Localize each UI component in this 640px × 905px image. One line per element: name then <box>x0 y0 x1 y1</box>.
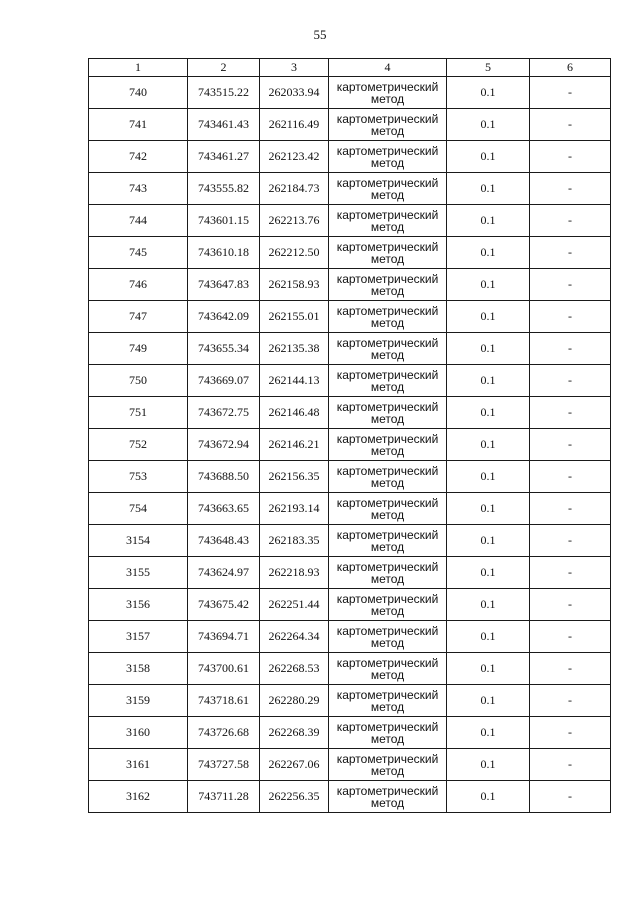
point-cell: 746 <box>89 269 188 301</box>
note-cell: - <box>530 461 611 493</box>
point-cell: 740 <box>89 77 188 109</box>
method-cell <box>329 269 447 301</box>
table-row <box>89 269 611 301</box>
table-row <box>89 173 611 205</box>
y-coordinate-cell: 262218.93 <box>260 557 329 589</box>
x-coordinate-cell: 743688.50 <box>188 461 260 493</box>
method-text-line2: метод <box>370 411 405 426</box>
table-body <box>89 77 611 813</box>
accuracy-cell: 0.1 <box>447 301 530 333</box>
table-row <box>89 205 611 237</box>
note-cell: - <box>530 333 611 365</box>
method-cell <box>329 429 447 461</box>
point-cell: 744 <box>89 205 188 237</box>
method-cell <box>329 397 447 429</box>
y-coordinate-cell: 262158.93 <box>260 269 329 301</box>
note-cell: - <box>530 109 611 141</box>
point-cell: 3156 <box>89 589 188 621</box>
x-coordinate-cell: 743672.75 <box>188 397 260 429</box>
accuracy-cell: 0.1 <box>447 365 530 397</box>
header-cell-3: 3 <box>260 59 329 77</box>
method-text-line1: картометрический <box>336 591 439 606</box>
method-text-line2: метод <box>370 603 405 618</box>
header-cell-2: 2 <box>188 59 260 77</box>
table-row <box>89 397 611 429</box>
table-row <box>89 109 611 141</box>
y-coordinate-cell: 262155.01 <box>260 301 329 333</box>
point-cell: 3161 <box>89 749 188 781</box>
header-cell-5: 5 <box>447 59 530 77</box>
x-coordinate-cell: 743727.58 <box>188 749 260 781</box>
method-text-line2: метод <box>370 571 405 586</box>
y-coordinate-cell: 262264.34 <box>260 621 329 653</box>
accuracy-cell: 0.1 <box>447 717 530 749</box>
table-row <box>89 301 611 333</box>
note-cell: - <box>530 237 611 269</box>
method-cell <box>329 589 447 621</box>
method-text-line2: метод <box>370 539 405 554</box>
y-coordinate-cell: 262146.21 <box>260 429 329 461</box>
accuracy-cell: 0.1 <box>447 429 530 461</box>
note-cell: - <box>530 269 611 301</box>
accuracy-cell: 0.1 <box>447 109 530 141</box>
accuracy-cell: 0.1 <box>447 525 530 557</box>
note-cell: - <box>530 173 611 205</box>
note-cell: - <box>530 429 611 461</box>
table-row <box>89 557 611 589</box>
method-cell <box>329 493 447 525</box>
method-cell <box>329 365 447 397</box>
method-text-line2: метод <box>370 699 405 714</box>
method-text-line2: метод <box>370 219 405 234</box>
table-row <box>89 749 611 781</box>
accuracy-cell: 0.1 <box>447 749 530 781</box>
header-row <box>89 59 611 77</box>
table-row <box>89 653 611 685</box>
table-row <box>89 685 611 717</box>
x-coordinate-cell: 743694.71 <box>188 621 260 653</box>
table-row <box>89 77 611 109</box>
x-coordinate-cell: 743647.83 <box>188 269 260 301</box>
method-text-line1: картометрический <box>336 239 439 254</box>
x-coordinate-cell: 743675.42 <box>188 589 260 621</box>
table-row <box>89 237 611 269</box>
method-cell <box>329 781 447 813</box>
x-coordinate-cell: 743669.07 <box>188 365 260 397</box>
y-coordinate-cell: 262256.35 <box>260 781 329 813</box>
method-cell <box>329 557 447 589</box>
method-cell <box>329 109 447 141</box>
y-coordinate-cell: 262212.50 <box>260 237 329 269</box>
header-cell-6: 6 <box>530 59 611 77</box>
method-text-line1: картометрический <box>336 655 439 670</box>
x-coordinate-cell: 743648.43 <box>188 525 260 557</box>
accuracy-cell: 0.1 <box>447 205 530 237</box>
table-row <box>89 141 611 173</box>
point-cell: 3160 <box>89 717 188 749</box>
method-text-line1: картометрический <box>336 783 439 798</box>
x-coordinate-cell: 743601.15 <box>188 205 260 237</box>
method-cell <box>329 653 447 685</box>
x-coordinate-cell: 743672.94 <box>188 429 260 461</box>
point-cell: 753 <box>89 461 188 493</box>
method-text-line1: картометрический <box>336 527 439 542</box>
x-coordinate-cell: 743700.61 <box>188 653 260 685</box>
note-cell: - <box>530 77 611 109</box>
method-cell <box>329 685 447 717</box>
method-text-line2: метод <box>370 475 405 490</box>
table-row <box>89 365 611 397</box>
accuracy-cell: 0.1 <box>447 621 530 653</box>
x-coordinate-cell: 743655.34 <box>188 333 260 365</box>
table-row <box>89 525 611 557</box>
method-text-line1: картометрический <box>336 207 439 222</box>
x-coordinate-cell: 743610.18 <box>188 237 260 269</box>
point-cell: 749 <box>89 333 188 365</box>
method-text-line2: метод <box>370 187 405 202</box>
y-coordinate-cell: 262267.06 <box>260 749 329 781</box>
note-cell: - <box>530 365 611 397</box>
point-cell: 741 <box>89 109 188 141</box>
x-coordinate-cell: 743711.28 <box>188 781 260 813</box>
x-coordinate-cell: 743515.22 <box>188 77 260 109</box>
method-cell <box>329 77 447 109</box>
x-coordinate-cell: 743726.68 <box>188 717 260 749</box>
x-coordinate-cell: 743461.43 <box>188 109 260 141</box>
point-cell: 752 <box>89 429 188 461</box>
method-text-line2: метод <box>370 283 405 298</box>
method-text-line1: картометрический <box>336 623 439 638</box>
method-text-line2: метод <box>370 155 405 170</box>
method-text-line2: метод <box>370 763 405 778</box>
note-cell: - <box>530 493 611 525</box>
table-row <box>89 781 611 813</box>
method-cell <box>329 333 447 365</box>
method-cell <box>329 621 447 653</box>
point-cell: 3158 <box>89 653 188 685</box>
y-coordinate-cell: 262251.44 <box>260 589 329 621</box>
y-coordinate-cell: 262033.94 <box>260 77 329 109</box>
header-cell-4: 4 <box>329 59 447 77</box>
point-cell: 754 <box>89 493 188 525</box>
y-coordinate-cell: 262184.73 <box>260 173 329 205</box>
method-text-line1: картометрический <box>336 143 439 158</box>
method-text-line2: метод <box>370 667 405 682</box>
table-row <box>89 493 611 525</box>
method-text-line1: картометрический <box>336 495 439 510</box>
y-coordinate-cell: 262144.13 <box>260 365 329 397</box>
accuracy-cell: 0.1 <box>447 653 530 685</box>
accuracy-cell: 0.1 <box>447 333 530 365</box>
method-text-line2: метод <box>370 731 405 746</box>
accuracy-cell: 0.1 <box>447 461 530 493</box>
y-coordinate-cell: 262135.38 <box>260 333 329 365</box>
x-coordinate-cell: 743555.82 <box>188 173 260 205</box>
method-text-line1: картометрический <box>336 687 439 702</box>
note-cell: - <box>530 397 611 429</box>
method-text-line2: метод <box>370 635 405 650</box>
accuracy-cell: 0.1 <box>447 397 530 429</box>
method-text-line1: картометрический <box>336 175 439 190</box>
method-text-line1: картометрический <box>336 271 439 286</box>
method-text-line2: метод <box>370 443 405 458</box>
method-text-line2: метод <box>370 91 405 106</box>
accuracy-cell: 0.1 <box>447 589 530 621</box>
accuracy-cell: 0.1 <box>447 685 530 717</box>
accuracy-cell: 0.1 <box>447 77 530 109</box>
table-row <box>89 333 611 365</box>
note-cell: - <box>530 205 611 237</box>
accuracy-cell: 0.1 <box>447 493 530 525</box>
y-coordinate-cell: 262280.29 <box>260 685 329 717</box>
point-cell: 751 <box>89 397 188 429</box>
method-cell <box>329 141 447 173</box>
method-text-line1: картометрический <box>336 559 439 574</box>
method-text-line2: метод <box>370 507 405 522</box>
note-cell: - <box>530 301 611 333</box>
method-text-line1: картометрический <box>336 463 439 478</box>
note-cell: - <box>530 621 611 653</box>
note-cell: - <box>530 141 611 173</box>
point-cell: 3154 <box>89 525 188 557</box>
point-cell: 3155 <box>89 557 188 589</box>
method-text-line1: картометрический <box>336 751 439 766</box>
method-text-line1: картометрический <box>336 79 439 94</box>
x-coordinate-cell: 743461.27 <box>188 141 260 173</box>
method-text-line1: картометрический <box>336 399 439 414</box>
note-cell: - <box>530 589 611 621</box>
method-text-line1: картометрический <box>336 303 439 318</box>
method-text-line1: картометрический <box>336 335 439 350</box>
point-cell: 745 <box>89 237 188 269</box>
accuracy-cell: 0.1 <box>447 557 530 589</box>
table-row <box>89 429 611 461</box>
method-cell <box>329 173 447 205</box>
method-text-line1: картометрический <box>336 719 439 734</box>
method-text-line1: картометрический <box>336 111 439 126</box>
point-cell: 3162 <box>89 781 188 813</box>
y-coordinate-cell: 262193.14 <box>260 493 329 525</box>
point-cell: 742 <box>89 141 188 173</box>
accuracy-cell: 0.1 <box>447 237 530 269</box>
y-coordinate-cell: 262156.35 <box>260 461 329 493</box>
accuracy-cell: 0.1 <box>447 269 530 301</box>
table-header <box>89 59 611 77</box>
note-cell: - <box>530 525 611 557</box>
table-row <box>89 717 611 749</box>
note-cell: - <box>530 749 611 781</box>
y-coordinate-cell: 262183.35 <box>260 525 329 557</box>
y-coordinate-cell: 262116.49 <box>260 109 329 141</box>
coordinates-table <box>88 58 611 813</box>
method-text-line2: метод <box>370 123 405 138</box>
note-cell: - <box>530 653 611 685</box>
method-cell <box>329 237 447 269</box>
method-text-line2: метод <box>370 347 405 362</box>
x-coordinate-cell: 743718.61 <box>188 685 260 717</box>
y-coordinate-cell: 262123.42 <box>260 141 329 173</box>
header-cell-1: 1 <box>89 59 188 77</box>
point-cell: 747 <box>89 301 188 333</box>
method-cell <box>329 749 447 781</box>
point-cell: 3159 <box>89 685 188 717</box>
table-row <box>89 589 611 621</box>
x-coordinate-cell: 743624.97 <box>188 557 260 589</box>
method-cell <box>329 301 447 333</box>
note-cell: - <box>530 717 611 749</box>
y-coordinate-cell: 262213.76 <box>260 205 329 237</box>
accuracy-cell: 0.1 <box>447 141 530 173</box>
point-cell: 750 <box>89 365 188 397</box>
y-coordinate-cell: 262268.39 <box>260 717 329 749</box>
note-cell: - <box>530 685 611 717</box>
accuracy-cell: 0.1 <box>447 781 530 813</box>
method-cell <box>329 717 447 749</box>
page-number: 55 <box>313 27 327 42</box>
method-text-line1: картометрический <box>336 431 439 446</box>
table-row <box>89 461 611 493</box>
x-coordinate-cell: 743663.65 <box>188 493 260 525</box>
method-cell <box>329 525 447 557</box>
method-text-line2: метод <box>370 315 405 330</box>
method-cell <box>329 205 447 237</box>
point-cell: 3157 <box>89 621 188 653</box>
table-row <box>89 621 611 653</box>
note-cell: - <box>530 781 611 813</box>
y-coordinate-cell: 262268.53 <box>260 653 329 685</box>
y-coordinate-cell: 262146.48 <box>260 397 329 429</box>
note-cell: - <box>530 557 611 589</box>
method-text-line2: метод <box>370 795 405 810</box>
method-text-line2: метод <box>370 379 405 394</box>
method-text-line2: метод <box>370 251 405 266</box>
point-cell: 743 <box>89 173 188 205</box>
x-coordinate-cell: 743642.09 <box>188 301 260 333</box>
method-text-line1: картометрический <box>336 367 439 382</box>
method-cell <box>329 461 447 493</box>
accuracy-cell: 0.1 <box>447 173 530 205</box>
